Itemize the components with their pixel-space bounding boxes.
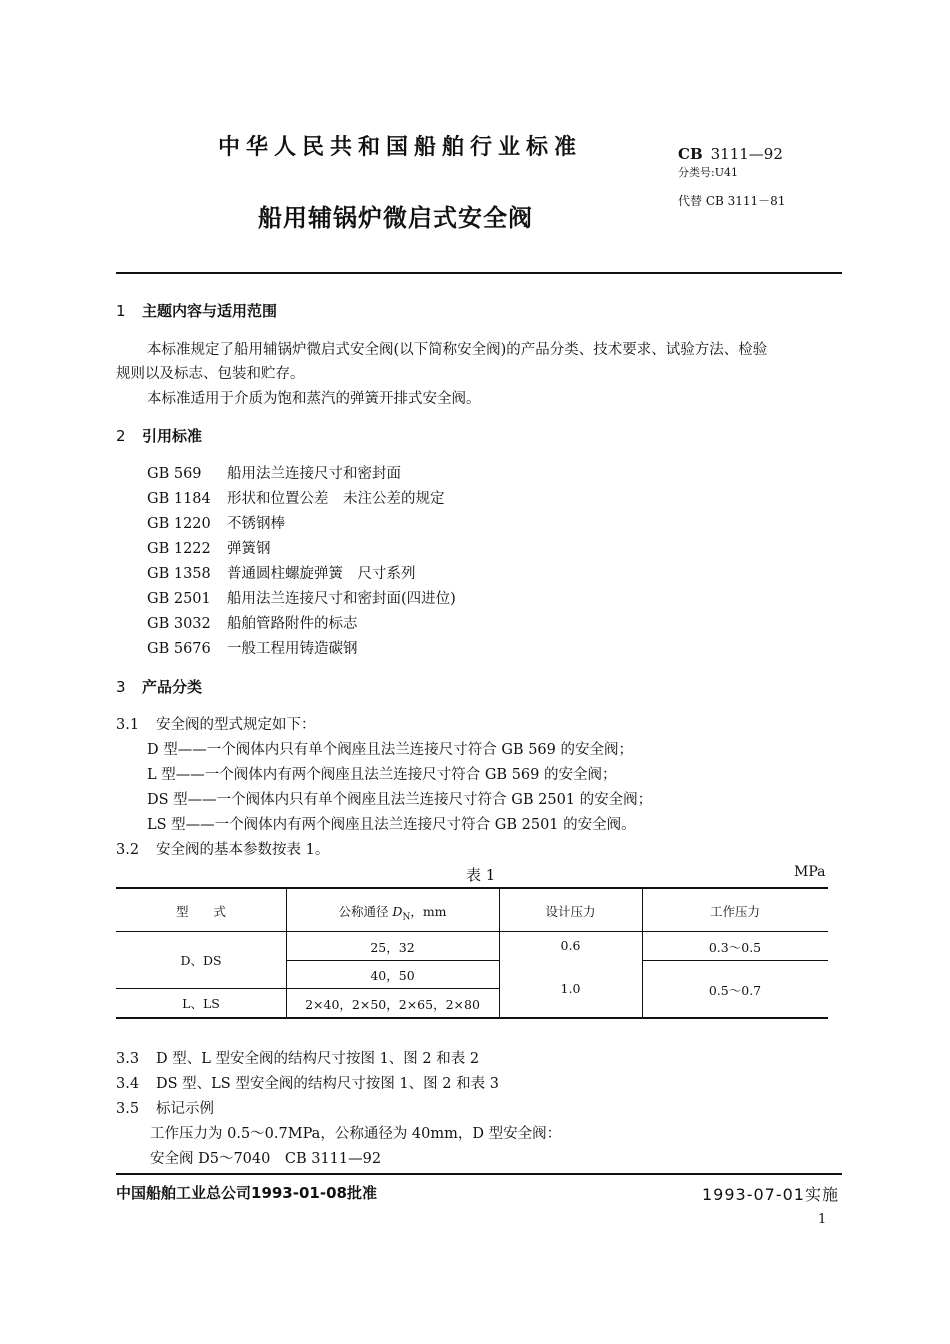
section-1-heading <box>116 300 277 321</box>
cell-work-row-2-3: 0.5～0.7 <box>708 983 762 998</box>
table-row-rule <box>116 988 500 989</box>
clause-3-4 <box>116 1072 499 1093</box>
reference-code: GB 3032 <box>147 616 211 632</box>
page-number: 1 <box>818 1212 827 1227</box>
header-dn-unit: ，mm <box>410 904 447 919</box>
clause-number: 3.2 <box>116 842 140 858</box>
clause-number: 3.5 <box>116 1101 140 1117</box>
standard-number-value: 3111—92 <box>710 145 783 163</box>
cell-design-row-1: 0.6 <box>560 938 581 953</box>
section-title: 主题内容与适用范围 <box>142 302 278 320</box>
reference-code: GB 1222 <box>147 541 211 557</box>
reference-code: GB 1184 <box>147 491 211 507</box>
header-type: 型 式 <box>175 904 226 919</box>
table-top-rule <box>116 887 828 889</box>
section-number: 2 <box>116 427 126 445</box>
section-title: 产品分类 <box>142 678 203 696</box>
header-dn-symbol: D <box>392 904 403 919</box>
replaces-standard: 代替 CB 3111－81 <box>678 194 786 208</box>
standard-number <box>678 145 783 163</box>
effective-date: 1993-07-01实施 <box>702 1185 839 1204</box>
cell-type-l-ls: L、LS <box>182 996 220 1011</box>
clause-3-1 <box>116 713 316 734</box>
type-definition-l: L 型——一个阀体内有两个阀座且法兰连接尺寸符合 GB 569 的安全阀； <box>147 767 617 783</box>
cell-dn-row-2: 40，50 <box>370 968 415 983</box>
marking-example-code: 安全阀 D5～7040 CB 3111—92 <box>150 1151 382 1167</box>
clause-3-2 <box>116 838 329 859</box>
clause-text: 标记示例 <box>156 1101 214 1117</box>
reference-code: GB 1220 <box>147 516 211 532</box>
header-design-pressure: 设计压力 <box>545 904 596 919</box>
reference-title: 普通圆柱螺旋弹簧 尺寸系列 <box>227 566 416 582</box>
standard-prefix: CB <box>678 145 703 163</box>
cell-work-row-1: 0.3～0.5 <box>708 940 762 955</box>
table-unit: MPa <box>794 864 826 880</box>
reference-code: GB 1358 <box>147 566 211 582</box>
table-row-rule <box>642 960 828 961</box>
cell-type-d-ds: D、DS <box>180 953 222 968</box>
section-number: 3 <box>116 678 126 696</box>
section-title: 引用标准 <box>142 427 203 445</box>
section-number: 1 <box>116 302 126 320</box>
footer-rule <box>116 1173 842 1175</box>
reference-title: 不锈钢棒 <box>227 516 285 532</box>
reference-item <box>147 587 456 608</box>
section-2-heading <box>116 425 202 446</box>
classification-number: 分类号:U41 <box>678 166 738 179</box>
reference-title: 船舶管路附件的标志 <box>227 616 358 632</box>
section-3-heading <box>116 676 202 697</box>
section-1-paragraph-2: 本标准适用于介质为饱和蒸汽的弹簧开排式安全阀。 <box>147 391 481 407</box>
header-dn-subscript: N <box>402 912 411 923</box>
clause-3-3 <box>116 1047 479 1068</box>
reference-title: 船用法兰连接尺寸和密封面(四进位) <box>227 591 456 607</box>
reference-title: 船用法兰连接尺寸和密封面 <box>227 466 401 482</box>
section-1-paragraph-1-line-1: 本标准规定了船用辅锅炉微启式安全阀(以下简称安全阀)的产品分类、技术要求、试验方法、检验 <box>147 342 768 358</box>
reference-item <box>147 512 285 533</box>
table-header-rule <box>116 931 828 932</box>
approval-statement: 中国船舶工业总公司1993-01-08批准 <box>116 1184 377 1202</box>
reference-item <box>147 612 358 633</box>
header-dn-prefix: 公称通径 <box>338 904 393 919</box>
clause-text: 安全阀的基本参数按表 1。 <box>156 842 330 858</box>
document-title: 船用辅锅炉微启式安全阀 <box>258 204 533 232</box>
type-definition-ls: LS 型——一个阀体内有两个阀座且法兰连接尺寸符合 GB 2501 的安全阀。 <box>147 817 636 833</box>
reference-item <box>147 562 416 583</box>
clause-text: D 型、L 型安全阀的结构尺寸按图 1、图 2 和表 2 <box>156 1051 480 1067</box>
clause-number: 3.4 <box>116 1076 140 1092</box>
issuing-body-title: 中华人民共和国船舶行业标准 <box>218 135 583 160</box>
reference-item <box>147 462 401 483</box>
reference-item <box>147 487 445 508</box>
clause-text: DS 型、LS 型安全阀的结构尺寸按图 1、图 2 和表 3 <box>156 1076 499 1092</box>
header-working-pressure: 工作压力 <box>709 904 760 919</box>
reference-title: 弹簧钢 <box>227 541 271 557</box>
header-nominal-diameter <box>286 902 499 923</box>
table-caption: 表 1 <box>466 866 496 884</box>
clause-3-5 <box>116 1097 214 1118</box>
type-definition-ds: DS 型——一个阀体内只有单个阀座且法兰连接尺寸符合 GB 2501 的安全阀； <box>147 792 653 808</box>
reference-item <box>147 537 271 558</box>
clause-number: 3.3 <box>116 1051 140 1067</box>
header-rule <box>116 272 842 274</box>
reference-code: GB 2501 <box>147 591 211 607</box>
table-bottom-rule <box>116 1017 828 1019</box>
type-definition-d: D 型——一个阀体内只有单个阀座且法兰连接尺寸符合 GB 569 的安全阀； <box>147 742 633 758</box>
clause-number: 3.1 <box>116 717 140 733</box>
reference-title: 一般工程用铸造碳钢 <box>227 641 358 657</box>
clause-text: 安全阀的型式规定如下： <box>156 717 316 733</box>
reference-title: 形状和位置公差 未注公差的规定 <box>227 491 445 507</box>
reference-code: GB 569 <box>147 466 202 482</box>
cell-dn-row-3: 2×40，2×50，2×65，2×80 <box>305 997 480 1012</box>
section-1-paragraph-1-line-2: 规则以及标志、包装和贮存。 <box>116 366 305 382</box>
reference-item <box>147 637 358 658</box>
cell-dn-row-1: 25，32 <box>370 940 415 955</box>
cell-design-row-2-3: 1.0 <box>560 981 581 996</box>
reference-code: GB 5676 <box>147 641 211 657</box>
marking-example-condition: 工作压力为 0.5～0.7MPa，公称通径为 40mm，D 型安全阀： <box>150 1126 562 1142</box>
table-row-rule <box>286 960 500 961</box>
